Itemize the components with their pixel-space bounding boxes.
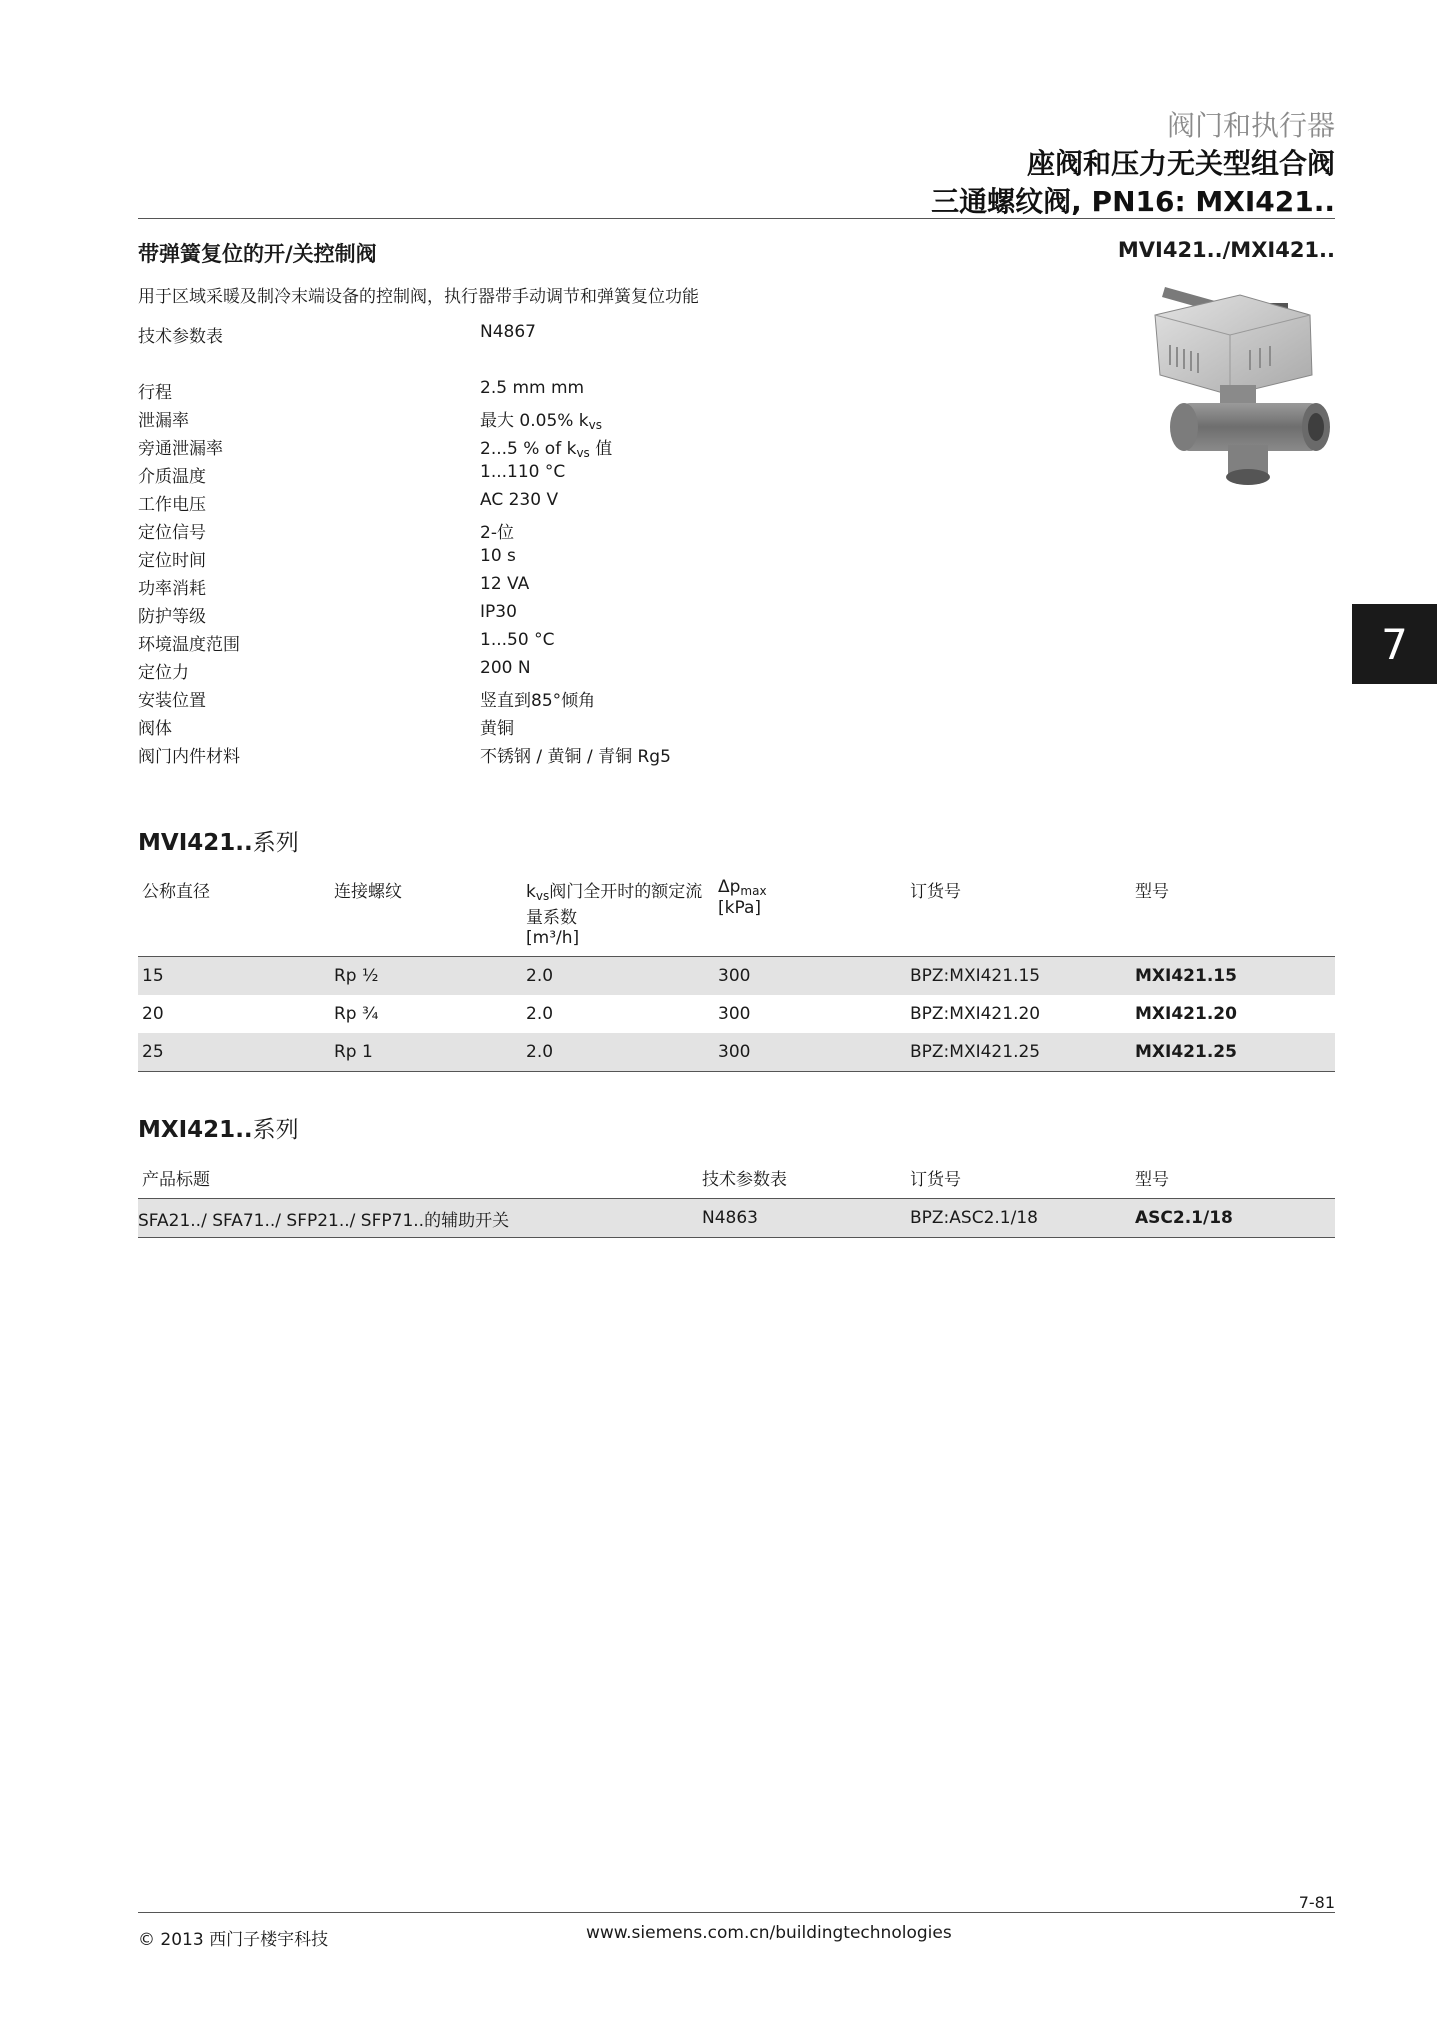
col-header-dn: 公称直径	[142, 882, 210, 902]
cell-type: MXI421.25	[1131, 1033, 1335, 1072]
cell-dp: 300	[714, 1033, 906, 1072]
cell-order: BPZ:MXI421.15	[906, 957, 1131, 996]
cell-dn: 20	[142, 1004, 164, 1024]
spec-row	[138, 462, 838, 490]
cell-kvs: 2.0	[522, 957, 714, 996]
cell-type: MXI421.20	[1135, 1004, 1237, 1024]
spec-key: 工作电压	[138, 495, 206, 515]
spec-row	[138, 602, 838, 630]
spec-value: 200 N	[480, 658, 531, 678]
col-header-order: 订货号	[910, 882, 961, 902]
cell-order: BPZ:MXI421.25	[906, 1033, 1131, 1072]
spec-row	[138, 658, 838, 686]
spec-row	[138, 742, 838, 770]
col-header-type: 型号	[1135, 882, 1169, 902]
table-row	[138, 1033, 1335, 1072]
mvi-series-table	[138, 877, 1335, 1072]
header-category: 阀门和执行器	[1166, 109, 1335, 142]
spec-key: 定位时间	[138, 551, 206, 571]
cell-dp: 300	[714, 957, 906, 996]
spec-value: 1...110 °C	[480, 462, 566, 482]
col-header-dp: $\Delta p_{max}$ [kPa]	[718, 877, 767, 918]
header-title-line2: 三通螺纹阀, PN16: MXI421..	[931, 185, 1335, 218]
spec-row	[138, 490, 838, 518]
spec-row	[138, 546, 838, 574]
col-header-type: 型号	[1135, 1170, 1169, 1190]
spec-key: 阀门内件材料	[138, 747, 240, 767]
cell-order: BPZ:ASC2.1/18	[906, 1199, 1131, 1238]
footer-divider	[138, 1912, 1335, 1913]
spec-key: 行程	[138, 383, 172, 403]
spec-key: 防护等级	[138, 607, 206, 627]
spec-value: 黄铜	[480, 719, 514, 739]
spec-row	[138, 378, 838, 406]
table-row	[138, 1199, 1335, 1238]
spec-value: AC 230 V	[480, 490, 559, 510]
spec-value: IP30	[480, 602, 517, 622]
spec-value: 1...50 °C	[480, 630, 555, 650]
spec-key: 泄漏率	[138, 411, 189, 431]
spec-key: 介质温度	[138, 467, 206, 487]
col-header-product: 产品标题	[142, 1170, 210, 1190]
col-header-datasheet: 技术参数表	[702, 1170, 787, 1190]
spec-key: 阀体	[138, 719, 172, 739]
website-link[interactable]: www.siemens.com.cn/buildingtechnologies	[586, 1923, 952, 1943]
cell-thread: Rp ¾	[334, 1004, 379, 1024]
spec-key: 安装位置	[138, 691, 206, 711]
cell-dn: 15	[138, 957, 330, 996]
page-number: 7-81	[1298, 1893, 1335, 1912]
spec-value: 2-位	[480, 523, 514, 543]
spec-key: 环境温度范围	[138, 635, 240, 655]
cell-kvs: 2.0	[522, 1033, 714, 1072]
col-header-kvs: $k_{vs}$阀门全开时的额定流量系数 [m³/h]	[526, 882, 703, 948]
spec-row	[138, 714, 838, 742]
spec-value: 2.5 mm mm	[480, 378, 585, 398]
col-header-thread: 连接螺纹	[334, 882, 402, 902]
table-header-row	[138, 1165, 1335, 1199]
spec-key: 旁通泄漏率	[138, 439, 223, 459]
spec-key: 技术参数表	[138, 327, 223, 347]
cell-datasheet: N4863	[698, 1199, 906, 1238]
header-divider	[138, 218, 1335, 219]
col-header-order: 订货号	[910, 1170, 961, 1190]
table-row	[138, 957, 1335, 996]
spec-value: 竖直到85°倾角	[480, 691, 596, 711]
mvi-series-title: MVI421..系列	[138, 830, 299, 856]
spec-value: 2...5 % of $k_{vs}$ 值	[480, 439, 613, 460]
spec-key: 功率消耗	[138, 579, 206, 599]
spec-key: 定位信号	[138, 523, 206, 543]
spec-value: 不锈钢 / 黄铜 / 青铜 Rg5	[480, 747, 671, 767]
cell-thread: Rp 1	[330, 1033, 522, 1072]
table-row	[138, 995, 1335, 1033]
spec-value: 10 s	[480, 546, 516, 566]
spec-value: N4867	[480, 322, 536, 342]
cell-type: ASC2.1/18	[1131, 1199, 1335, 1238]
spec-row	[138, 406, 838, 434]
cell-kvs: 2.0	[526, 1004, 554, 1024]
spec-row	[138, 434, 838, 462]
cell-product: SFA21../ SFA71../ SFP21../ SFP71..的辅助开关	[138, 1199, 698, 1238]
spec-row	[138, 574, 838, 602]
chapter-tab: 7	[1352, 604, 1437, 684]
section-title: 带弹簧复位的开/关控制阀	[138, 242, 377, 266]
mxi-series-table	[138, 1165, 1335, 1238]
copyright: © 2013 西门子楼宇科技	[138, 1930, 329, 1950]
valve-actuator-image	[1120, 275, 1340, 490]
spec-value: 最大 0.05% $k_{vs}$	[480, 411, 603, 432]
spec-row	[138, 518, 838, 546]
header-title-line1: 座阀和压力无关型组合阀	[1026, 147, 1335, 180]
spec-value: 12 VA	[480, 574, 530, 594]
cell-thread: Rp ½	[330, 957, 522, 996]
section-model: MVI421../MXI421..	[1117, 238, 1335, 262]
section-description: 用于区域采暖及制冷末端设备的控制阀，执行器带手动调节和弹簧复位功能	[138, 287, 699, 307]
spec-key: 定位力	[138, 663, 189, 683]
mxi-series-title: MXI421..系列	[138, 1117, 299, 1143]
spec-row	[138, 686, 838, 714]
spec-row	[138, 630, 838, 658]
cell-dn: 25	[138, 1033, 330, 1072]
spec-row	[138, 322, 838, 350]
cell-dp: 300	[718, 1004, 751, 1024]
cell-type: MXI421.15	[1131, 957, 1335, 996]
cell-order: BPZ:MXI421.20	[910, 1004, 1041, 1024]
table-header-row	[138, 877, 1335, 957]
